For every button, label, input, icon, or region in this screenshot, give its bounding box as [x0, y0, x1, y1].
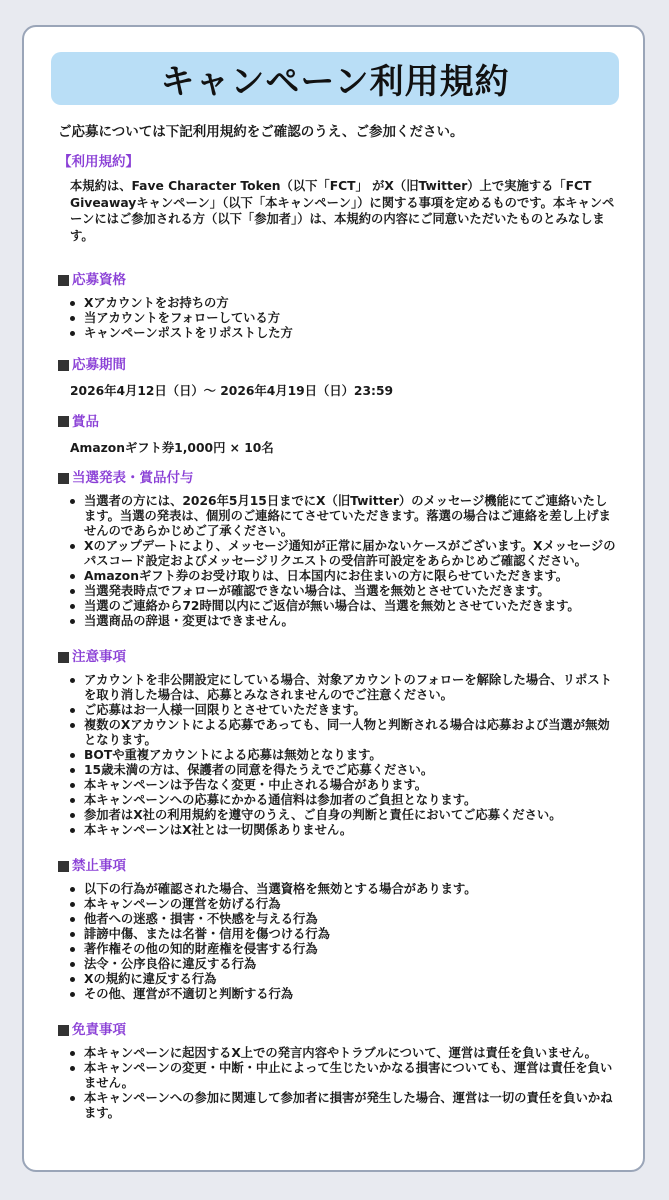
page-title: キャンペーン利用規約 [160, 62, 510, 102]
terms-content [58, 122, 618, 1121]
section-heading: 応募期間 [72, 357, 126, 373]
section-notes [58, 647, 618, 838]
square-bullet-icon [58, 416, 69, 427]
list-item: Amazonギフト券のお受け取りは、日本国内にお住まいの方に限らせていただきます。 [70, 569, 618, 584]
square-bullet-icon [58, 652, 69, 663]
announcement-list [58, 494, 618, 629]
terms-heading: 【利用規約】 [58, 154, 139, 170]
list-item: BOTや重複アカウントによる応募は無効となります。 [70, 748, 618, 763]
square-bullet-icon [58, 473, 69, 484]
list-item: 本キャンペーンの変更・中断・中止によって生じたいかなる損害についても、運営は責任を負いません。 [70, 1061, 618, 1091]
list-item: 当選のご連絡から72時間以内にご返信が無い場合は、当選を無効とさせていただきます。 [70, 599, 618, 614]
square-bullet-icon [58, 360, 69, 371]
list-item: Xのアップデートにより、メッセージ通知が正常に届かないケースがございます。Xメッセージのパスコード設定およびメッセージリクエストの受信許可設定をあらかじめご確認ください。 [70, 539, 618, 569]
list-item: その他、運営が不適切と判断する行為 [70, 987, 618, 1002]
section-heading: 禁止事項 [72, 858, 126, 874]
list-item: 参加者はX社の利用規約を遵守のうえ、ご自身の判断と責任においてご応募ください。 [70, 808, 618, 823]
list-item: 法令・公序良俗に違反する行為 [70, 957, 618, 972]
terms-body: 本規約は、Fave Character Token（以下「FCT」 がX（旧Twitter）上で実施する「FCT Giveawayキャンペーン」（以下「本キャンペーン」）に関する事項を定めるものです。本キャンペーンにはご参加される方（以下「参加者」）は、本規約の内容にご同意いただいたものとみなします。 [70, 179, 615, 243]
section-announcement [58, 468, 618, 629]
list-item: 当アカウントをフォローしている方 [70, 311, 618, 326]
section-heading: 賞品 [72, 413, 99, 430]
list-item: 当選商品の辞退・変更はできません。 [70, 614, 618, 629]
section-prohibited [58, 856, 618, 1002]
prohibited-list [58, 882, 618, 1002]
list-item: Xアカウントをお持ちの方 [70, 296, 618, 311]
notes-list [58, 673, 618, 838]
period-value: 2026年4月12日（日）〜 2026年4月19日（日）23:59 [70, 384, 394, 398]
list-item: 本キャンペーンへの応募にかかる通信料は参加者のご負担となります。 [70, 793, 618, 808]
list-item: キャンペーンポストをリポストした方 [70, 326, 618, 341]
square-bullet-icon [58, 1025, 69, 1036]
section-period [58, 355, 618, 400]
section-eligibility [58, 270, 618, 341]
disclaimer-list [58, 1046, 618, 1121]
list-item: 誹謗中傷、または名誉・信用を傷つける行為 [70, 927, 618, 942]
list-item: 複数のXアカウントによる応募であっても、同一人物と判断される場合は応募および当選が無効となります。 [70, 718, 618, 748]
list-item: 本キャンペーンの運営を妨げる行為 [70, 897, 618, 912]
list-item: 本キャンペーンへの参加に関連して参加者に損害が発生した場合、運営は一切の責任を負いかねます。 [70, 1091, 618, 1121]
list-item: 当選者の方には、2026年5月15日までにX（旧Twitter）のメッセージ機能にてご連絡いたします。当選の発表は、個別のご連絡にてさせていただきます。落選の場合はご連絡を差し上げませんのであらかじめご了承ください。 [70, 494, 618, 539]
prize-value: Amazonギフト券1,000円 × 10名 [70, 440, 274, 455]
title-banner [51, 52, 619, 105]
list-item: 以下の行為が確認された場合、当選資格を無効とする場合があります。 [70, 882, 618, 897]
eligibility-list [58, 296, 618, 341]
square-bullet-icon [58, 861, 69, 872]
list-item: 本キャンペーンはX社とは一切関係ありません。 [70, 823, 618, 838]
list-item: 他者への迷惑・損害・不快感を与える行為 [70, 912, 618, 927]
list-item: ご応募はお一人様一回限りとさせていただきます。 [70, 703, 618, 718]
section-heading: 応募資格 [72, 272, 126, 288]
section-prize [58, 412, 618, 457]
section-disclaimer [58, 1020, 618, 1121]
square-bullet-icon [58, 275, 69, 286]
list-item: 本キャンペーンに起因するX上での発言内容やトラブルについて、運営は責任を負いません。 [70, 1046, 618, 1061]
terms-card [22, 25, 645, 1172]
section-heading: 当選発表・賞品付与 [72, 470, 194, 486]
list-item: 当選発表時点でフォローが確認できない場合は、当選を無効とさせていただきます。 [70, 584, 618, 599]
list-item: 本キャンペーンは予告なく変更・中止される場合があります。 [70, 778, 618, 793]
list-item: Xの規約に違反する行為 [70, 972, 618, 987]
intro-text: ご応募については下記利用規約をご確認のうえ、ご参加ください。 [58, 124, 464, 140]
list-item: 15歳未満の方は、保護者の同意を得たうえでご応募ください。 [70, 763, 618, 778]
section-heading: 注意事項 [72, 649, 126, 665]
list-item: 著作権その他の知的財産権を侵害する行為 [70, 942, 618, 957]
section-heading: 免責事項 [72, 1022, 126, 1038]
list-item: アカウントを非公開設定にしている場合、対象アカウントのフォローを解除した場合、リポストを取り消した場合は、応募とみなされませんのでご注意ください。 [70, 673, 618, 703]
